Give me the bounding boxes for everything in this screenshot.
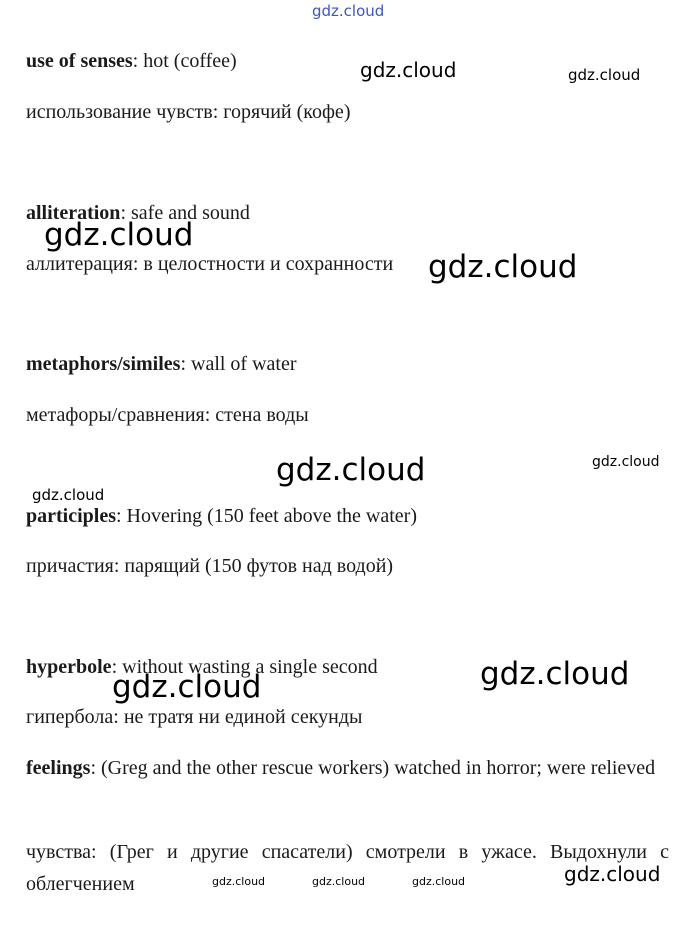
watermark: gdz.cloud [428,249,578,285]
watermark: gdz.cloud [564,862,661,886]
entry-translation: использование чувств: горячий (кофе) [26,101,351,123]
entry-term: hyperbole [26,656,112,678]
entry-translation: причастия: парящий (150 футов над водой) [26,555,394,577]
entry-use-of-senses [26,50,237,72]
entry-example: : safe and sound [120,202,250,224]
entry-term: use of senses [26,50,133,72]
entry-term: alliteration [26,202,121,224]
entry-translation: метафоры/сравнения: стена воды [26,404,309,426]
entry-example: : wall of water [180,353,297,375]
watermark: gdz.cloud [276,452,426,488]
entry-translation: аллитерация: в целостности и сохранности [26,253,394,275]
watermark: gdz.cloud [592,454,660,470]
entry-translation: чувства: (Грег и другие спасатели) смотрели в ужасе. Выдохнули с облегчением [26,841,669,895]
entry-example: : Hovering (150 feet above the water) [116,505,417,527]
entry-feelings [26,752,669,784]
watermark: gdz.cloud [32,486,105,504]
entry-metaphors [26,353,297,375]
entry-example: : (Greg and the other rescue workers) watched in horror; were relieved [90,757,656,779]
entry-translation: гипербола: не тратя ни единой секунды [26,706,363,728]
watermark: gdz.cloud [44,217,194,253]
entry-term: metaphors/similes [26,353,181,375]
watermark: gdz.cloud [212,875,266,888]
watermark-top: gdz.cloud [312,2,385,20]
watermark: gdz.cloud [480,656,630,692]
watermark: gdz.cloud [412,875,466,888]
watermark: gdz.cloud [568,66,641,84]
entry-term: feelings [26,757,91,779]
entry-example: : hot (coffee) [132,50,237,72]
entry-example: : without wasting a single second [111,656,378,678]
watermark: gdz.cloud [112,669,262,705]
entry-participles [26,505,417,527]
watermark: gdz.cloud [312,875,366,888]
watermark: gdz.cloud [360,58,457,82]
entry-term: participles [26,505,116,527]
